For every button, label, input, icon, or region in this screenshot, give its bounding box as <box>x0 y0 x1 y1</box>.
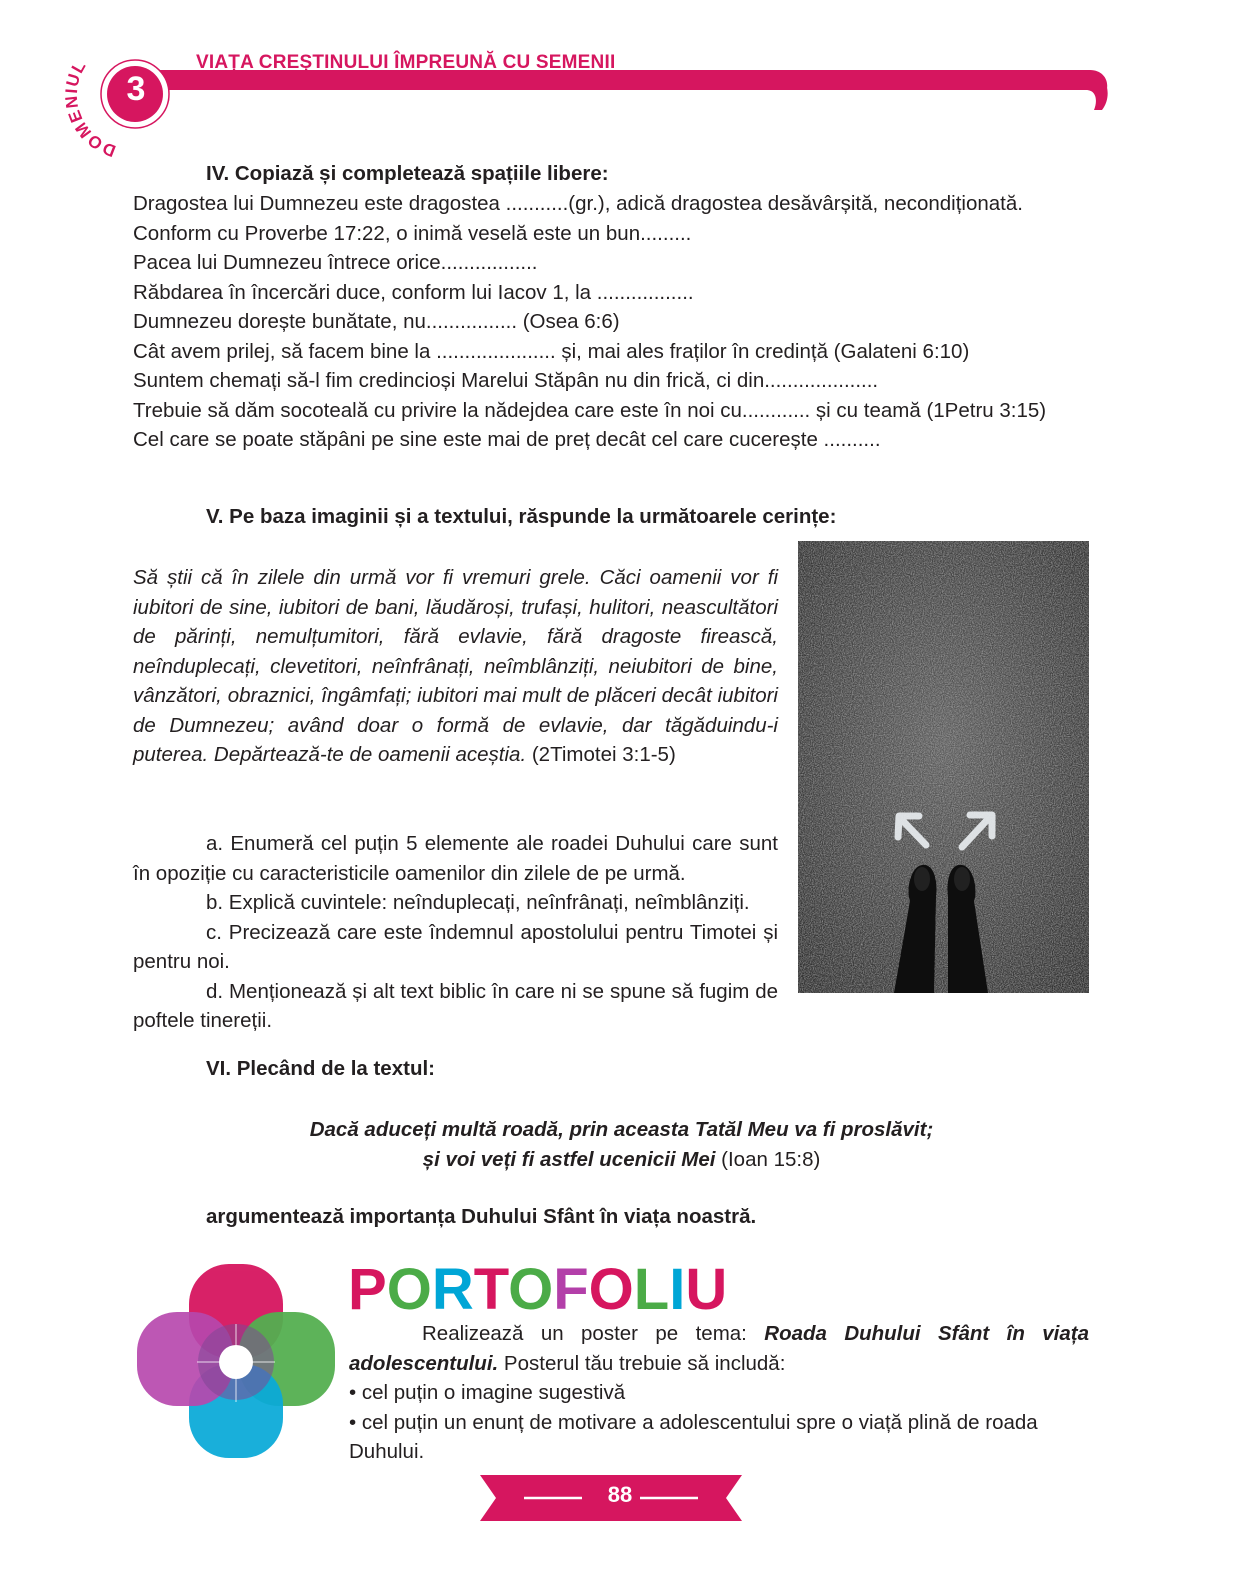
section4-heading: IV. Copiază și completează spațiile libere: <box>206 162 609 185</box>
fill-in-line: Dumnezeu dorește bunătate, nu................ (Osea 6:6) <box>133 310 620 333</box>
fill-in-line: Pacea lui Dumnezeu întrece orice................. <box>133 251 538 274</box>
portfolio-bullet-2: • cel puțin un enunț de motivare a adolescentului spre o viață plină de roada Duhului. <box>349 1410 1038 1463</box>
task-c: c. Precizează care este îndemnul apostolului pentru Timotei și pentru noi. <box>133 920 778 973</box>
asphalt-arrows-photo <box>798 541 1089 993</box>
fill-in-line: Suntem chemați să-l fim credincioși Marelui Stăpân nu din frică, ci din.................... <box>133 369 879 392</box>
section6-heading: VI. Plecând de la textul: <box>206 1057 435 1080</box>
portfolio-flower-icon <box>135 1262 337 1460</box>
fill-in-line: Trebuie să dăm socoteală cu privire la nădejdea care este în noi cu............ și cu teamă (1Petru 3:15) <box>133 398 1047 422</box>
portfolio-title-letter: O <box>386 1257 432 1322</box>
portfolio-bullet-1: • cel puțin o imagine sugestivă <box>349 1381 626 1404</box>
portfolio-title-letter: P <box>348 1257 387 1322</box>
task-b: b. Explică cuvintele: neînduplecați, neînfrânați, neîmblânziți. <box>206 891 750 914</box>
header-ribbon <box>150 76 1108 110</box>
portfolio-title <box>348 1256 727 1323</box>
portfolio-title-letter: L <box>633 1257 670 1322</box>
portfolio-title-letter: R <box>431 1257 474 1322</box>
portfolio-title-letter: U <box>685 1257 728 1322</box>
task-d: d. Menționează și alt text biblic în care ni se spune să fugim de poftele tinereții. <box>133 979 778 1032</box>
header-title: VIAȚA CREȘTINULUI ÎMPREUNĂ CU SEMENII <box>196 52 616 73</box>
fill-in-line: Răbdarea în încercări duce, conform lui Iacov 1, la ................. <box>133 280 694 304</box>
domain-number: 3 <box>126 70 146 108</box>
portfolio-title-letter: O <box>588 1257 634 1322</box>
portfolio-intro-suffix: Posterul tău trebuie să includă: <box>498 1351 786 1375</box>
fill-in-line: Cât avem prilej, să facem bine la ..................... și, mai ales fraților în credință (Galateni 6:10) <box>133 339 970 363</box>
task-a: a. Enumeră cel puțin 5 elemente ale roadei Duhului care sunt în opoziție cu caracteristicile oamenilor din zilele de pe urmă. <box>133 832 778 885</box>
fill-in-line: Conform cu Proverbe 17:22, o inimă veselă este un bun......... <box>133 221 692 245</box>
portfolio-theme: Roada Duhului Sfânt în viața <box>764 1322 1089 1345</box>
bible-quote <box>133 563 778 770</box>
section5-tasks <box>133 829 778 1036</box>
fill-in-line: Dragostea lui Dumnezeu este dragostea ...........(gr.), adică dragostea desăvârșită, necondiționată. <box>133 192 1023 215</box>
domain-word: DOMENIUL <box>61 56 119 161</box>
header-banner <box>0 0 1240 170</box>
bible-quote-text: Să știi că în zilele din urmă vor fi vremuri grele. Căci oamenii vor fi iubitori de sine, iubitori de bani, lăudăroși, trufași, hulitori, neascultători de părinți, nemulțumitori, fără evlavie, fără dragoste firească, neînduplecați, clevetitori, neînfrânați, neîmblânziți, neiubitori de bine, vânzători, obraznici, îngâmfați; iubitori mai mult de plăceri decât iubitori de Dumnezeu; având doar o formă de evlavie, dar tăgăduindu-i puterea. Depărtează-te de oamenii aceștia. <box>133 566 778 766</box>
portfolio-theme-cont: adolescentului. <box>349 1351 499 1375</box>
verse-line-1: Dacă aduceți multă roadă, prin aceasta Tatăl Meu va fi proslăvit; <box>309 1118 934 1141</box>
verse-ref: (Ioan 15:8) <box>715 1147 821 1171</box>
verse-block <box>133 1115 1110 1174</box>
verse-line-2: și voi veți fi astfel ucenicii Mei <box>422 1147 716 1171</box>
portfolio-title-letter: O <box>508 1257 554 1322</box>
section6-instruction: argumentează importanța Duhului Sfânt în viața noastră. <box>206 1205 757 1228</box>
bible-quote-ref: (2Timotei 3:1-5) <box>526 743 676 766</box>
portfolio-text <box>349 1319 1089 1467</box>
portfolio-title-letter: I <box>669 1257 686 1322</box>
section5-heading: V. Pe baza imaginii și a textului, răspunde la următoarele cerințe: <box>206 505 837 528</box>
fill-in-line: Cel care se poate stăpâni pe sine este mai de preț decât cel care cucerește .......... <box>133 428 881 451</box>
portfolio-title-letter: T <box>473 1257 509 1322</box>
page-number: 88 <box>607 1482 633 1507</box>
portfolio-intro-prefix: Realizează un poster pe tema: <box>422 1322 765 1345</box>
portfolio-title-letter: F <box>553 1257 589 1322</box>
